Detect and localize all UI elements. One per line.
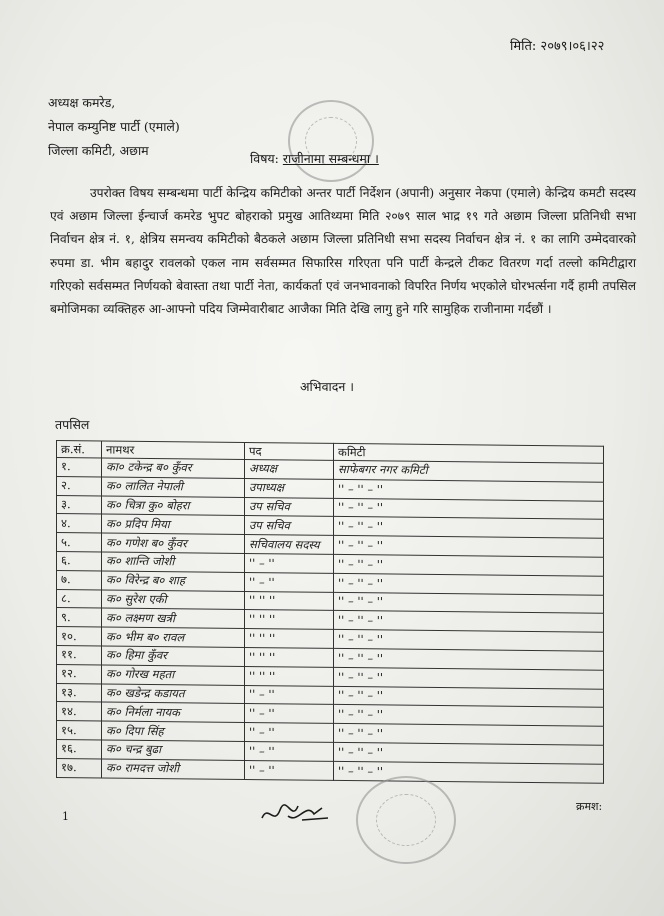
row-post: उपाध्यक्ष xyxy=(245,478,334,498)
row-name: क० प्रदिप मिया xyxy=(102,514,245,534)
header-committee: कमिटी xyxy=(334,443,604,463)
row-name: क० खडेन्द्र कडायत xyxy=(102,684,245,704)
subject-title: राजीनामा सम्बन्धमा । xyxy=(282,151,379,166)
party-seal-stamp-bottom xyxy=(356,776,456,864)
row-committee: '' – '' – '' xyxy=(334,498,604,520)
row-serial: ६. xyxy=(57,551,102,570)
page-number: 1 xyxy=(62,810,69,823)
row-serial: ९. xyxy=(57,608,102,627)
row-committee: '' – '' – '' xyxy=(334,724,604,746)
row-post: '' – '' xyxy=(245,685,334,705)
row-name: क० रामदत्त जोशी xyxy=(102,759,245,779)
row-name: क० लालित नेपाली xyxy=(102,477,245,497)
row-serial: १५. xyxy=(57,721,102,740)
row-name: क० हिमा कुँवर xyxy=(102,646,245,666)
handwritten-signature xyxy=(258,796,338,832)
row-committee: '' – '' – '' xyxy=(334,517,604,539)
greeting: अभिवादन । xyxy=(300,379,355,394)
row-post: '' '' '' xyxy=(245,591,334,611)
row-post: '' – '' xyxy=(245,572,334,592)
row-serial: ५. xyxy=(57,533,102,552)
row-serial: १७. xyxy=(57,758,102,777)
row-post: उप सचिव xyxy=(245,497,334,517)
row-committee: साफेबगर नगर कमिटी xyxy=(334,460,604,482)
row-serial: १०. xyxy=(57,627,102,646)
row-name: क० सुरेश एकी xyxy=(102,590,245,610)
row-name: क० लक्ष्मण खत्री xyxy=(102,608,245,628)
row-serial: ४. xyxy=(57,514,102,533)
row-committee: '' – '' – '' xyxy=(334,611,604,633)
row-post: '' '' '' xyxy=(245,610,334,630)
recipient-line-1: अध्यक्ष कमरेड, xyxy=(48,95,116,110)
row-post: '' – '' xyxy=(245,723,334,743)
row-serial: १४. xyxy=(57,702,102,721)
row-committee: '' – '' – '' xyxy=(334,761,604,783)
row-committee: '' – '' – '' xyxy=(334,573,604,595)
recipient-line-2: नेपाल कम्युनिष्ट पार्टी (एमाले) xyxy=(48,119,180,134)
date: मिति: २०७९।०६।२२ xyxy=(510,39,605,54)
row-name: क० चन्द्र बुढा xyxy=(102,740,245,760)
row-post: '' – '' xyxy=(245,704,334,724)
row-serial: ३. xyxy=(57,495,102,514)
row-post: उप सचिव xyxy=(245,516,334,536)
row-name: क० गोरख महता xyxy=(102,665,245,685)
row-post: '' – '' xyxy=(245,553,334,573)
row-post: '' – '' xyxy=(245,760,334,780)
row-committee: '' – '' – '' xyxy=(334,554,604,576)
row-committee: '' – '' – '' xyxy=(334,705,604,727)
resignation-table xyxy=(56,440,604,783)
row-post: अध्यक्ष xyxy=(245,459,334,479)
row-serial: ८. xyxy=(57,589,102,608)
row-post: '' – '' xyxy=(245,741,334,761)
row-serial: १३. xyxy=(57,683,102,702)
row-serial: ७. xyxy=(57,570,102,589)
subject-label: विषय: xyxy=(250,151,279,166)
row-name: क० शान्ति जोशी xyxy=(102,552,245,572)
row-serial: १. xyxy=(57,458,102,477)
subject-line xyxy=(250,150,379,167)
row-name: क० विरेन्द्र ब० शाह xyxy=(102,571,245,591)
header-post: पद xyxy=(245,442,334,460)
row-name: क० चित्रा कु० बोहरा xyxy=(102,496,245,516)
row-serial: १२. xyxy=(57,664,102,683)
row-name: का० टकेन्द्र ब० कुँवर xyxy=(102,458,245,478)
row-committee: '' – '' – '' xyxy=(334,536,604,558)
header-serial: क्र.सं. xyxy=(57,441,102,458)
section-title: तपसिल xyxy=(55,417,90,432)
row-name: क० निर्मला नायक xyxy=(102,702,245,722)
recipient-line-3: जिल्ला कमिटी, अछाम xyxy=(48,143,149,158)
row-post: सचिवालय सदस्य xyxy=(245,535,334,555)
header-name: नामथर xyxy=(102,441,245,459)
row-committee: '' – '' – '' xyxy=(334,648,604,670)
party-seal-stamp-top xyxy=(288,100,374,182)
row-serial: ११. xyxy=(57,645,102,664)
row-post: '' '' '' xyxy=(245,647,334,667)
row-committee: '' – '' – '' xyxy=(334,686,604,708)
row-post: '' '' '' xyxy=(245,629,334,649)
body-paragraph: उपरोक्त विषय सम्बन्धमा पार्टी केन्द्रिय कमिटीको अन्तर पार्टी निर्देशन (अपानी) अनुसार नेकपा (एमाले) केन्द्रिय कमटी सदस्य एवं अछाम जिल्ला ईन्चार्ज कमरेड भुपट बोहराको प्रमुख आतिथ्यमा मिति २०७९ साल भाद्र १९ गते अछाम जिल्ला प्रतिनिधी सभा निर्वाचन क्षेत्र नं. १, क्षेत्रिय समन्वय कमिटीको बैठकले अछाम जिल्ला प्रतिनिधी सभा सदस्य निर्वाचन क्षेत्र नं. १ का लागि उम्मेदवारको रुपमा डा. भीम बहादुर रावलको एकल नाम सर्वसम्मत सिफारिस गरिएता पनि पार्टी केन्द्रले टीकट वितरण गर्दा तल्लो कमिटीद्वारा गरिएको सर्वसम्मत निर्णयको बेवास्ता तथा पार्टी नेता, कार्यकर्ता एवं जनभावनाको विपरित निर्णय भएकोले घोरभर्त्सना गर्दै हामी तपसिल बमोजिमका व्यक्तिहरु आ-आफ्नो पदिय जिम्मेवारीबाट आजैका मिति देखि लागु हुने गरि सामुहिक राजीनामा गर्दछौं । xyxy=(50,186,636,317)
row-name: क० भीम ब० रावल xyxy=(102,627,245,647)
row-serial: १६. xyxy=(57,739,102,758)
row-committee: '' – '' – '' xyxy=(334,667,604,689)
row-committee: '' – '' – '' xyxy=(334,479,604,501)
row-name: क० दिपा सिंह xyxy=(102,721,245,741)
row-serial: २. xyxy=(57,476,102,495)
row-committee: '' – '' – '' xyxy=(334,592,604,614)
row-committee: '' – '' – '' xyxy=(334,742,604,764)
row-committee: '' – '' – '' xyxy=(334,630,604,652)
row-post: '' '' '' xyxy=(245,666,334,686)
row-name: क० गणेश ब० कुँवर xyxy=(102,533,245,553)
continued-label: क्रमश: xyxy=(576,800,603,813)
